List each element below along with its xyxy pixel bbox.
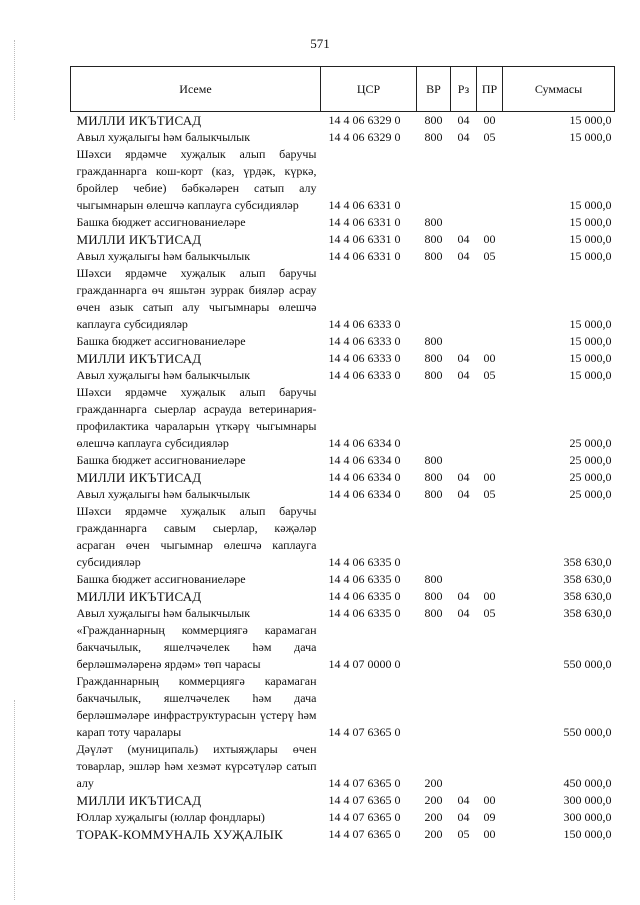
vr-cell: 200 (424, 776, 443, 790)
vr-cell: 200 (424, 827, 443, 841)
csr-cell: 14 4 06 6335 0 (328, 572, 401, 586)
header-csr: ЦСР (321, 67, 417, 112)
rz-cell: 04 (457, 368, 470, 382)
sum-cell: 15 000,0 (569, 232, 612, 246)
margin-mark-top (14, 40, 16, 120)
rz-cell (451, 741, 477, 792)
csr-cell: 14 4 07 0000 0 (328, 657, 401, 671)
table-row (71, 622, 615, 673)
rz-cell (451, 265, 477, 333)
pr-cell (477, 265, 503, 333)
name-cell: «Гражданнарның коммерциягә карамаган бакчачылык, яшелчәчелек һәм дача берләшмәләренә ярдәм» төп чарасы (76, 623, 317, 671)
table-row (71, 146, 615, 214)
csr-cell: 14 4 07 6365 0 (328, 776, 401, 790)
vr-cell: 800 (424, 249, 443, 263)
csr-cell: 14 4 06 6329 0 (328, 130, 401, 144)
sum-cell: 300 000,0 (563, 810, 612, 824)
rz-cell (451, 622, 477, 673)
sum-cell: 450 000,0 (563, 776, 612, 790)
pr-cell: 00 (483, 589, 496, 603)
sum-cell: 358 630,0 (563, 572, 612, 586)
vr-cell: 800 (424, 113, 443, 127)
rz-cell: 04 (457, 130, 470, 144)
table-row (71, 469, 615, 486)
sum-cell: 15 000,0 (569, 198, 612, 212)
name-cell: МИЛЛИ ИКЪТИСАД (76, 470, 202, 485)
name-cell: ТОРАК-КОММУНАЛЬ ХУҖАЛЫК (76, 827, 284, 842)
vr-cell (417, 622, 451, 673)
table-row (71, 605, 615, 622)
pr-cell: 05 (483, 368, 496, 382)
header-sum: Суммасы (503, 67, 615, 112)
name-cell: Авыл хуҗалыгы һәм балыкчылык (76, 487, 251, 501)
table-row (71, 265, 615, 333)
rz-cell: 04 (457, 589, 470, 603)
table-row (71, 588, 615, 605)
vr-cell: 800 (424, 589, 443, 603)
sum-cell: 25 000,0 (569, 470, 612, 484)
sum-cell: 358 630,0 (563, 555, 612, 569)
vr-cell (417, 673, 451, 741)
table-row (71, 826, 615, 843)
csr-cell: 14 4 06 6331 0 (328, 215, 401, 229)
sum-cell: 358 630,0 (563, 606, 612, 620)
rz-cell: 04 (457, 606, 470, 620)
vr-cell: 800 (424, 130, 443, 144)
page-number: 571 (310, 36, 330, 51)
header-vr: ВР (417, 67, 451, 112)
name-cell: МИЛЛИ ИКЪТИСАД (76, 113, 202, 128)
pr-cell (477, 384, 503, 452)
header-rz: Рз (451, 67, 477, 112)
csr-cell: 14 4 06 6333 0 (328, 334, 401, 348)
pr-cell (477, 673, 503, 741)
table-row (71, 112, 615, 130)
rz-cell (451, 384, 477, 452)
pr-cell: 00 (483, 351, 496, 365)
sum-cell: 550 000,0 (563, 725, 612, 739)
vr-cell: 800 (424, 470, 443, 484)
rz-cell (451, 571, 477, 588)
rz-cell: 04 (457, 249, 470, 263)
pr-cell: 09 (483, 810, 496, 824)
pr-cell: 00 (483, 827, 496, 841)
sum-cell: 25 000,0 (569, 453, 612, 467)
csr-cell: 14 4 06 6333 0 (328, 351, 401, 365)
vr-cell (417, 146, 451, 214)
pr-cell (477, 333, 503, 350)
table-row (71, 350, 615, 367)
csr-cell: 14 4 06 6335 0 (328, 589, 401, 603)
name-cell: Башка бюджет ассигнованиеләре (76, 453, 246, 467)
name-cell: МИЛЛИ ИКЪТИСАД (76, 793, 202, 808)
table-row (71, 673, 615, 741)
table-row (71, 741, 615, 792)
name-cell: Шәхси ярдәмче хуҗалык алып баручы гражданнарга савым сыерлар, кәҗәләр асраган өчен чыгымнар өлешчә каплауга субсидияләр (76, 504, 317, 569)
pr-cell (477, 622, 503, 673)
sum-cell: 15 000,0 (569, 249, 612, 263)
name-cell: Авыл хуҗалыгы һәм балыкчылык (76, 130, 251, 144)
sum-cell: 358 630,0 (563, 589, 612, 603)
rz-cell: 04 (457, 470, 470, 484)
table-body (71, 112, 615, 844)
name-cell: Башка бюджет ассигнованиеләре (76, 334, 246, 348)
sum-cell: 15 000,0 (569, 317, 612, 331)
csr-cell: 14 4 07 6365 0 (328, 725, 401, 739)
vr-cell: 800 (424, 572, 443, 586)
sum-cell: 300 000,0 (563, 793, 612, 807)
rz-cell (451, 333, 477, 350)
table-row (71, 367, 615, 384)
sum-cell: 25 000,0 (569, 436, 612, 450)
pr-cell (477, 503, 503, 571)
table-row (71, 452, 615, 469)
pr-cell: 00 (483, 470, 496, 484)
pr-cell (477, 214, 503, 231)
csr-cell: 14 4 07 6365 0 (328, 827, 401, 841)
csr-cell: 14 4 06 6334 0 (328, 436, 401, 450)
sum-cell: 15 000,0 (569, 113, 612, 127)
pr-cell: 05 (483, 606, 496, 620)
csr-cell: 14 4 06 6334 0 (328, 487, 401, 501)
table-row (71, 384, 615, 452)
rz-cell: 04 (457, 487, 470, 501)
name-cell: МИЛЛИ ИКЪТИСАД (76, 351, 202, 366)
name-cell: Шәхси ярдәмче хуҗалык алып баручы гражданнарга сыерлар асрауда ветеринария-профилактика чараларын үткәрү чыгымнары өлешчә каплауга субсидияләр (76, 385, 317, 450)
sum-cell: 150 000,0 (563, 827, 612, 841)
name-cell: Юллар хуҗалыгы (юллар фондлары) (76, 810, 265, 824)
name-cell: Шәхси ярдәмче хуҗалык алып баручы гражданнарга кош-корт (каз, үрдәк, күркә, бройлер чебие) бәбкәләрен сатып алу чыгымнарын өлешчә каплауга субсидияләр (76, 147, 317, 212)
rz-cell (451, 146, 477, 214)
rz-cell (451, 673, 477, 741)
pr-cell: 00 (483, 232, 496, 246)
name-cell: Авыл хуҗалыгы һәм балыкчылык (76, 249, 251, 263)
name-cell: МИЛЛИ ИКЪТИСАД (76, 589, 202, 604)
pr-cell (477, 741, 503, 792)
rz-cell (451, 214, 477, 231)
table-row (71, 129, 615, 146)
vr-cell: 800 (424, 215, 443, 229)
sum-cell: 15 000,0 (569, 215, 612, 229)
csr-cell: 14 4 06 6335 0 (328, 555, 401, 569)
vr-cell (417, 384, 451, 452)
pr-cell: 05 (483, 487, 496, 501)
table-row (71, 231, 615, 248)
csr-cell: 14 4 06 6329 0 (328, 113, 401, 127)
sum-cell: 15 000,0 (569, 368, 612, 382)
name-cell: Гражданнарның коммерциягә карамаган бакчачылык, яшелчәчелек һәм дача берләшмәләре инфраструктурасын үстерү һәм карап тоту чаралары (76, 674, 317, 739)
table-row (71, 486, 615, 503)
rz-cell: 04 (457, 810, 470, 824)
name-cell: Башка бюджет ассигнованиеләре (76, 572, 246, 586)
pr-cell (477, 146, 503, 214)
name-cell: МИЛЛИ ИКЪТИСАД (76, 232, 202, 247)
pr-cell: 00 (483, 113, 496, 127)
sum-cell: 25 000,0 (569, 487, 612, 501)
csr-cell: 14 4 06 6334 0 (328, 470, 401, 484)
vr-cell: 800 (424, 453, 443, 467)
pr-cell (477, 452, 503, 469)
pr-cell: 05 (483, 130, 496, 144)
csr-cell: 14 4 06 6334 0 (328, 453, 401, 467)
vr-cell (417, 265, 451, 333)
sum-cell: 15 000,0 (569, 130, 612, 144)
name-cell: Авыл хуҗалыгы һәм балыкчылык (76, 368, 251, 382)
header-name: Исеме (71, 67, 321, 112)
table-header-row (71, 67, 615, 112)
rz-cell (451, 452, 477, 469)
table-row (71, 809, 615, 826)
csr-cell: 14 4 07 6365 0 (328, 810, 401, 824)
table-row (71, 333, 615, 350)
name-cell: Башка бюджет ассигнованиеләре (76, 215, 246, 229)
name-cell: Дәүләт (муниципаль) ихтыяҗлары өчен товарлар, эшләр һәм хезмәт күрсәтүләр сатып алу (76, 742, 317, 790)
table-row (71, 214, 615, 231)
name-cell: Авыл хуҗалыгы һәм балыкчылык (76, 606, 251, 620)
csr-cell: 14 4 07 6365 0 (328, 793, 401, 807)
pr-cell: 05 (483, 249, 496, 263)
name-cell: Шәхси ярдәмче хуҗалык алып баручы гражданнарга өч яшьтән зуррак бияләр асрау өчен азык сатып алу чыгымнары өлешчә каплауга субсидияләр (76, 266, 317, 331)
csr-cell: 14 4 06 6331 0 (328, 198, 401, 212)
vr-cell: 800 (424, 232, 443, 246)
margin-mark-bottom (14, 700, 16, 900)
vr-cell: 800 (424, 487, 443, 501)
rz-cell (451, 503, 477, 571)
vr-cell: 800 (424, 351, 443, 365)
vr-cell: 800 (424, 606, 443, 620)
table-row (71, 571, 615, 588)
table-row (71, 503, 615, 571)
pr-cell (477, 571, 503, 588)
sum-cell: 550 000,0 (563, 657, 612, 671)
csr-cell: 14 4 06 6331 0 (328, 249, 401, 263)
csr-cell: 14 4 06 6335 0 (328, 606, 401, 620)
sum-cell: 15 000,0 (569, 334, 612, 348)
table-row (71, 248, 615, 265)
vr-cell: 200 (424, 810, 443, 824)
csr-cell: 14 4 06 6333 0 (328, 317, 401, 331)
vr-cell (417, 503, 451, 571)
sum-cell: 15 000,0 (569, 351, 612, 365)
budget-table (70, 66, 615, 843)
rz-cell: 05 (457, 827, 470, 841)
vr-cell: 800 (424, 334, 443, 348)
rz-cell: 04 (457, 793, 470, 807)
vr-cell: 200 (424, 793, 443, 807)
rz-cell: 04 (457, 113, 470, 127)
table-row (71, 792, 615, 809)
csr-cell: 14 4 06 6331 0 (328, 232, 401, 246)
csr-cell: 14 4 06 6333 0 (328, 368, 401, 382)
rz-cell: 04 (457, 232, 470, 246)
header-pr: ПР (477, 67, 503, 112)
pr-cell: 00 (483, 793, 496, 807)
vr-cell: 800 (424, 368, 443, 382)
rz-cell: 04 (457, 351, 470, 365)
